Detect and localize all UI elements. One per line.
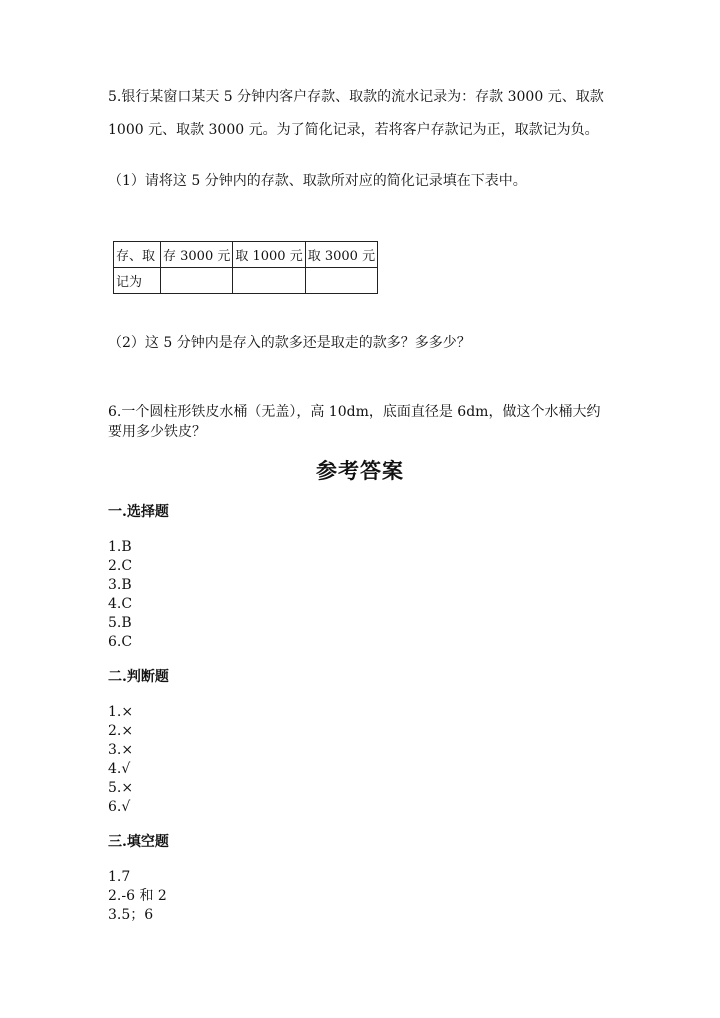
answer-item: 5.B [108,615,132,631]
record-table [113,241,378,294]
answer-item: 4.C [108,596,133,612]
table-row-label: 记为 [114,268,161,294]
answer-item: 2.-6 和 2 [108,888,167,904]
q5-text-line1: 5.银行某窗口某天 5 分钟内客户存款、取款的流水记录为：存款 3000 元、取款 [108,89,604,105]
table-header-label: 存、取 [114,242,161,268]
table-row [114,268,378,294]
section-heading-judge: 二.判断题 [108,669,169,685]
answer-item: 6.√ [108,799,131,815]
table-header-cell: 取 3000 元 [305,242,377,268]
answer-cell[interactable] [161,268,233,294]
answer-item: 1.7 [108,869,131,885]
answer-item: 6.C [108,634,133,650]
answers-title: 参考答案 [316,458,404,483]
q6-text-line2: 要用多少铁皮？ [108,424,206,440]
answer-item: 1.B [108,539,132,555]
answer-item: 5.× [108,780,134,796]
answer-cell[interactable] [233,268,305,294]
table-header-cell: 存 3000 元 [161,242,233,268]
answer-item: 3.× [108,742,134,758]
answer-item: 4.√ [108,761,131,777]
q5-text-line2: 1000 元、取款 3000 元。为了简化记录，若将客户存款记为正，取款记为负。 [108,122,599,138]
q5-part1-text: （1）请将这 5 分钟内的存款、取款所对应的简化记录填在下表中。 [108,173,527,189]
answer-item: 1.× [108,704,134,720]
q6-text-line1: 6.一个圆柱形铁皮水桶（无盖），高 10dm，底面直径是 6dm，做这个水桶大约 [108,404,601,420]
answer-item: 3.B [108,577,132,593]
section-heading-fill: 三.填空题 [108,834,169,850]
q5-part2-text: （2）这 5 分钟内是存入的款多还是取走的款多？多多少？ [108,335,471,351]
section-heading-choice: 一.选择题 [108,504,169,520]
table-header-cell: 取 1000 元 [233,242,305,268]
answer-cell[interactable] [305,268,377,294]
answer-item: 2.C [108,558,133,574]
answer-item: 3.5；6 [108,907,154,923]
table-row [114,242,378,268]
answer-item: 2.× [108,723,134,739]
